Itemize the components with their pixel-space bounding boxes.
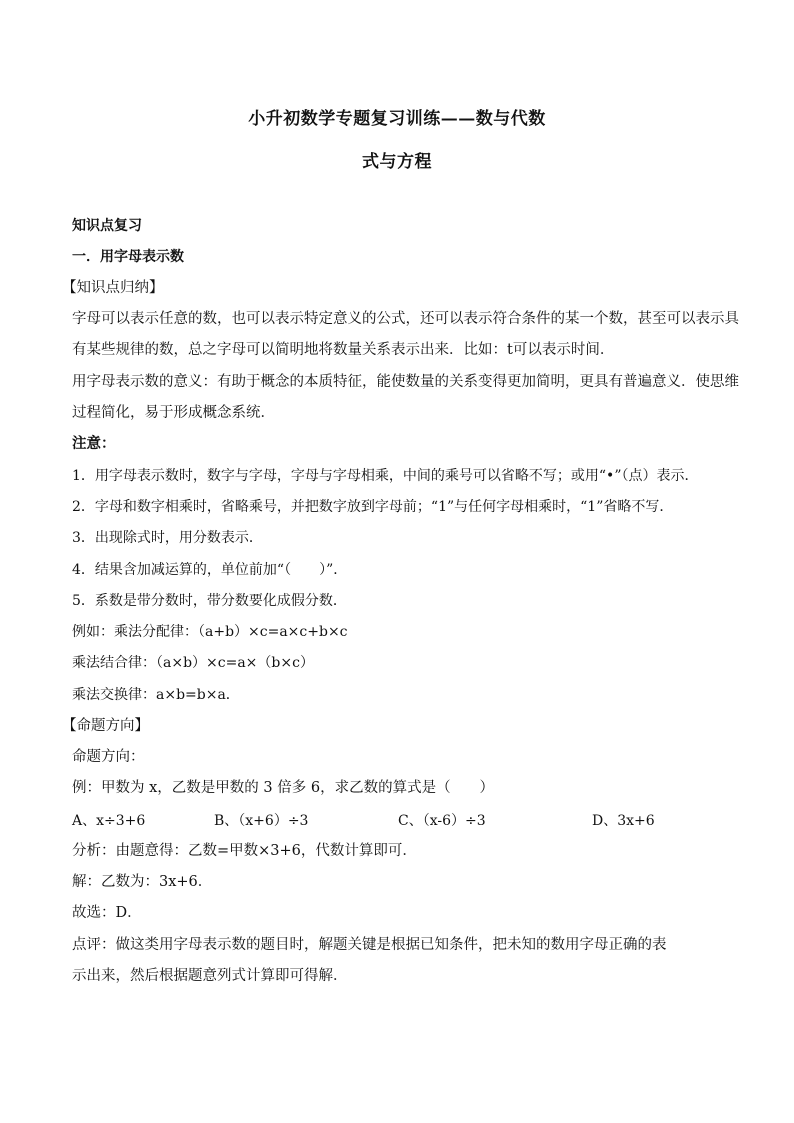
note-item: 1．用字母表示数时，数字与字母，字母与字母相乘，中间的乘号可以省略不写；或用“•”（点）表示． xyxy=(72,468,699,484)
paragraph-1-line-2: 有某些规律的数，总之字母可以简明地将数量关系表示出来．比如：t可以表示时间． xyxy=(72,342,615,358)
topic-heading: 一．用字母表示数 xyxy=(72,249,184,265)
paragraph-2-line-2: 过程简化，易于形成概念系统． xyxy=(72,405,275,421)
option-d: D、3x+6 xyxy=(592,813,655,829)
comment-line-2: 示出来，然后根据题意列式计算即可得解． xyxy=(72,968,348,984)
analysis-line: 分析：由题意得：乙数=甲数×3+6，代数计算即可． xyxy=(72,843,417,859)
direction-tag: 【命题方向】 xyxy=(62,718,149,734)
direction-label: 命题方向： xyxy=(72,749,145,765)
law-distributive: 例如：乘法分配律：（a+b）×c=a×c+b×c xyxy=(72,624,348,640)
law-commutative: 乘法交换律：a×b=b×a． xyxy=(72,687,240,703)
option-a: A、x÷3+6 xyxy=(72,813,146,829)
example-question: 例：甲数为 x，乙数是甲数的 3 倍多 6，求乙数的算式是（ ） xyxy=(72,780,495,796)
law-associative: 乘法结合律：（a×b）×c=a×（b×c） xyxy=(72,655,314,671)
note-item: 2．字母和数字相乘时，省略乘号，并把数字放到字母前；“1”与任何字母相乘时，“1”省略不写． xyxy=(72,499,674,515)
section-heading: 知识点复习 xyxy=(72,218,142,234)
comment-line-1: 点评：做这类用字母表示数的题目时，解题关键是根据已知条件，把未知的数用字母正确的表 xyxy=(72,937,667,953)
solution-line: 解：乙数为：3x+6． xyxy=(72,874,213,890)
document-title: 小升初数学专题复习训练——数与代数 xyxy=(248,109,546,129)
note-item: 3．出现除式时，用分数表示． xyxy=(72,530,263,546)
paragraph-2-line-1: 用字母表示数的意义：有助于概念的本质特征，能使数量的关系变得更加简明，更具有普遍意义．使思维 xyxy=(72,374,739,390)
option-c: C、（x-6）÷3 xyxy=(398,813,486,829)
document-subtitle: 式与方程 xyxy=(362,152,432,172)
note-heading: 注意： xyxy=(72,435,116,452)
answer-line: 故选：D． xyxy=(72,905,142,921)
note-item: 4．结果含加减运算的，单位前加“（ ）”． xyxy=(72,562,348,578)
note-item: 5．系数是带分数时，带分数要化成假分数． xyxy=(72,593,347,609)
summary-tag: 【知识点归纳】 xyxy=(62,280,164,296)
option-b: B、（x+6）÷3 xyxy=(214,813,309,829)
paragraph-1-line-1: 字母可以表示任意的数，也可以表示特定意义的公式，还可以表示符合条件的某一个数，甚至可以表示具 xyxy=(72,311,739,327)
